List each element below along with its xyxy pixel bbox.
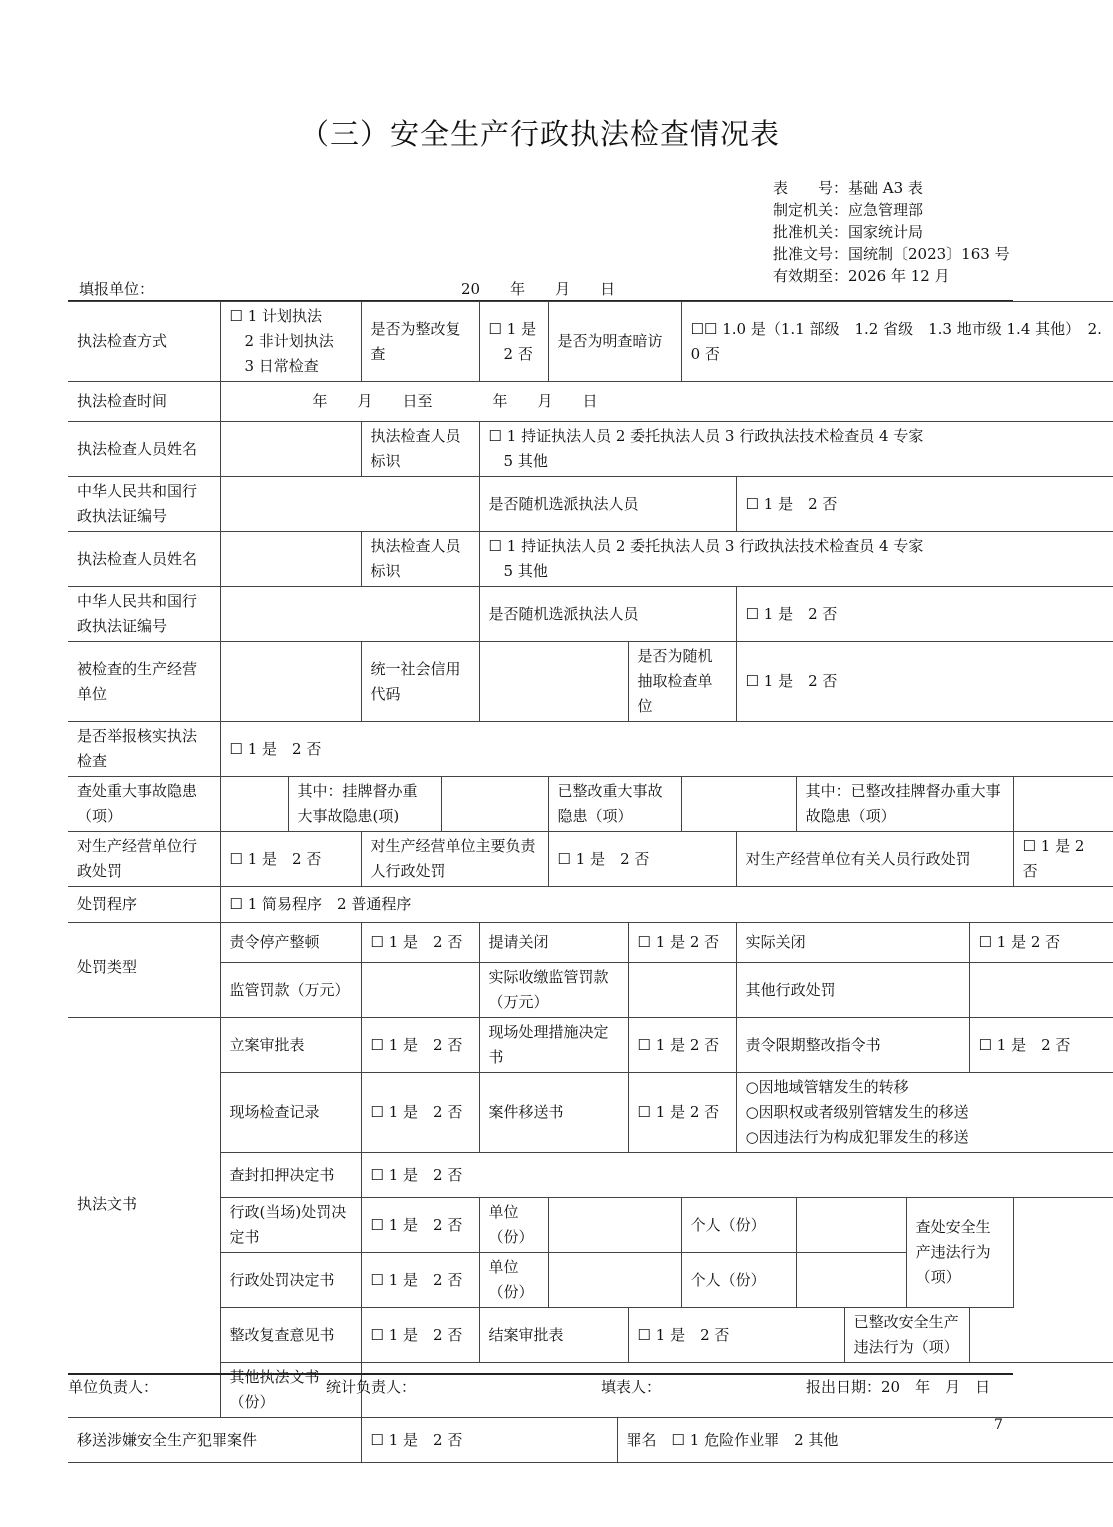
- row-inspector-2: [68, 532, 1113, 587]
- collected-fine-value[interactable]: [628, 963, 736, 1018]
- onsite-record-options[interactable]: ☐ 1 是 2 否: [361, 1073, 479, 1153]
- inspector-name-label: 执法检查人员姓名: [68, 422, 220, 477]
- valid-until: 有效期至：2026 年 12 月: [773, 267, 950, 285]
- row-docs-1: [68, 1018, 1113, 1073]
- other-penalty-label: 其他行政处罚: [736, 963, 969, 1018]
- filling-date: 20 年 月 日: [461, 280, 616, 298]
- supervision-fine-label: 监管罚款（万元）: [220, 963, 361, 1018]
- onsite-penalty-unit-value[interactable]: [548, 1198, 681, 1253]
- seizure-decision-options[interactable]: ☐ 1 是 2 否: [361, 1153, 1113, 1198]
- inspector-name-value[interactable]: [220, 422, 361, 477]
- supervised-hazards-value[interactable]: [441, 777, 548, 832]
- report-date: 报出日期：20 年 月 日: [806, 1378, 991, 1396]
- propose-closure-label: 提请关闭: [479, 923, 628, 963]
- rectified-supervised-label: 其中：已整改挂牌督办重大事故隐患（项）: [796, 777, 1013, 832]
- seizure-decision-label: 查封扣押决定书: [220, 1153, 361, 1198]
- other-docs-label: 其他执法文书（份）: [220, 1363, 361, 1418]
- inspected-unit-value[interactable]: [220, 642, 361, 722]
- case-closure-options[interactable]: ☐ 1 是 2 否: [628, 1308, 844, 1363]
- inspector-type-options[interactable]: ☐ 1 持证执法人员 2 委托执法人员 3 行政执法技术检查员 4 专家 5 其他: [479, 532, 1113, 587]
- staff-penalty-label: 对生产经营单位有关人员行政处罚: [736, 832, 1013, 887]
- onsite-penalty-person-label: 个人（份）: [681, 1198, 796, 1253]
- license-number-label: 中华人民共和国行政执法证编号: [68, 587, 220, 642]
- row-docs-6: [68, 1308, 1113, 1363]
- row-inspected-unit: [68, 642, 1113, 722]
- inspector-type-options[interactable]: ☐ 1 持证执法人员 2 委托执法人员 3 行政执法技术检查员 4 专家 5 其他: [479, 422, 1113, 477]
- form-number: 表 号：基础 A3 表: [773, 179, 923, 197]
- rectification-order-options[interactable]: ☐ 1 是 2 否: [969, 1018, 1113, 1073]
- inspector-type-label: 执法检查人员标识: [361, 532, 479, 587]
- inspector-type-label: 执法检查人员标识: [361, 422, 479, 477]
- penalty-decision-label: 行政处罚决定书: [220, 1253, 361, 1308]
- report-verify-label: 是否举报核实执法检查: [68, 722, 220, 777]
- principal-penalty-label: 对生产经营单位主要负责人行政处罚: [361, 832, 548, 887]
- rectified-hazards-value[interactable]: [681, 777, 796, 832]
- case-transfer-label: 案件移送书: [479, 1073, 628, 1153]
- rectified-supervised-value[interactable]: [1013, 777, 1113, 832]
- onsite-penalty-unit-label: 单位（份）: [479, 1198, 548, 1253]
- row-report-verify: [68, 722, 1113, 777]
- rectification-order-label: 责令限期整改指令书: [736, 1018, 969, 1073]
- propose-closure-options[interactable]: ☐ 1 是 2 否: [628, 923, 736, 963]
- procedure-options[interactable]: ☐ 1 简易程序 2 普通程序: [220, 887, 1113, 923]
- table-bottom-border: [68, 1373, 1013, 1375]
- onsite-penalty-label: 行政(当场)处罚决定书: [220, 1198, 361, 1253]
- actual-closure-options[interactable]: ☐ 1 是 2 否: [969, 923, 1113, 963]
- suspend-production-options[interactable]: ☐ 1 是 2 否: [361, 923, 479, 963]
- transfer-reason-options[interactable]: ○因地域管辖发生的转移 ○因职权或者级别管辖发生的移送 ○因违法行为构成犯罪发生的移送: [736, 1073, 1113, 1153]
- case-closure-label: 结案审批表: [479, 1308, 628, 1363]
- page-number: 7: [994, 1417, 1003, 1433]
- row-license-2: [68, 587, 1113, 642]
- criminal-transfer-options[interactable]: ☐ 1 是 2 否: [361, 1418, 617, 1463]
- collected-fine-label: 实际收缴监管罚款（万元）: [479, 963, 628, 1018]
- supervision-fine-value[interactable]: [361, 963, 479, 1018]
- row-penalty-type-1: [68, 923, 1113, 963]
- row-criminal-transfer: [68, 1418, 1113, 1463]
- inspection-time-value[interactable]: 年 月 日至 年 月 日: [220, 382, 1113, 422]
- major-hazards-value[interactable]: [220, 777, 288, 832]
- issuing-authority: 制定机关：应急管理部: [773, 201, 924, 219]
- row-penalty-type-2: [68, 963, 1113, 1018]
- other-penalty-value[interactable]: [969, 963, 1113, 1018]
- other-docs-value[interactable]: [361, 1363, 1113, 1418]
- filling-unit-label: 填报单位：: [79, 280, 155, 298]
- credit-code-label: 统一社会信用代码: [361, 642, 479, 722]
- open-covert-options[interactable]: ☐☐ 1.0 是（1.1 部级 1.2 省级 1.3 地市级 1.4 其他） 2.0 否: [681, 302, 1113, 382]
- penalty-decision-unit-label: 单位（份）: [479, 1253, 548, 1308]
- inspector-name-label: 执法检查人员姓名: [68, 532, 220, 587]
- inspector-name-value[interactable]: [220, 532, 361, 587]
- crime-name-options[interactable]: 罪名 ☐ 1 危险作业罪 2 其他: [617, 1418, 1113, 1463]
- procedure-label: 处罚程序: [68, 887, 220, 923]
- open-covert-label: 是否为明查暗访: [548, 302, 681, 382]
- row-docs-4: [68, 1198, 1113, 1253]
- penalty-decision-person-label: 个人（份）: [681, 1253, 796, 1308]
- rectified-violations-value[interactable]: [969, 1308, 1013, 1363]
- unit-penalty-options[interactable]: ☐ 1 是 2 否: [220, 832, 361, 887]
- rectified-hazards-label: 已整改重大事故隐患（项）: [548, 777, 681, 832]
- onsite-penalty-options[interactable]: ☐ 1 是 2 否: [361, 1198, 479, 1253]
- principal-penalty-options[interactable]: ☐ 1 是 2 否: [548, 832, 736, 887]
- review-opinion-options[interactable]: ☐ 1 是 2 否: [361, 1308, 479, 1363]
- violations-label: 查处安全生产违法行为（项）: [906, 1198, 1013, 1308]
- penalty-decision-options[interactable]: ☐ 1 是 2 否: [361, 1253, 479, 1308]
- rectification-review-label: 是否为整改复查: [361, 302, 479, 382]
- onsite-measures-label: 现场处理措施决定书: [479, 1018, 628, 1073]
- report-verify-options[interactable]: ☐ 1 是 2 否: [220, 722, 1113, 777]
- row-license-1: [68, 477, 1113, 532]
- license-number-value[interactable]: [220, 587, 479, 642]
- page-title: （三）安全生产行政执法检查情况表: [299, 117, 780, 151]
- staff-penalty-options[interactable]: ☐ 1 是 2 否: [1013, 832, 1113, 887]
- random-assign-options[interactable]: ☐ 1 是 2 否: [736, 587, 1113, 642]
- enforcement-docs-label: 执法文书: [68, 1018, 220, 1418]
- onsite-measures-options[interactable]: ☐ 1 是 2 否: [628, 1018, 736, 1073]
- actual-closure-label: 实际关闭: [736, 923, 969, 963]
- case-approval-label: 立案审批表: [220, 1018, 361, 1073]
- row-inspection-time: [68, 382, 1113, 422]
- row-docs-2: [68, 1073, 1113, 1153]
- credit-code-value[interactable]: [479, 642, 628, 722]
- rectified-violations-label: 已整改安全生产违法行为（项）: [844, 1308, 969, 1363]
- inspection-form-table: [68, 301, 1113, 1463]
- stat-head-label: 统计负责人：: [326, 1378, 417, 1396]
- criminal-transfer-label: 移送涉嫌安全生产犯罪案件: [68, 1418, 361, 1463]
- inspection-method-options[interactable]: ☐ 1 计划执法 2 非计划执法 3 日常检查: [220, 302, 361, 382]
- row-major-hazards: [68, 777, 1113, 832]
- inspection-time-label: 执法检查时间: [68, 382, 220, 422]
- random-assign-options[interactable]: ☐ 1 是 2 否: [736, 477, 1113, 532]
- approval-number: 批准文号：国统制〔2023〕163 号: [773, 245, 1010, 263]
- suspend-production-label: 责令停产整顿: [220, 923, 361, 963]
- onsite-record-label: 现场检查记录: [220, 1073, 361, 1153]
- row-penalties: [68, 832, 1113, 887]
- review-opinion-label: 整改复查意见书: [220, 1308, 361, 1363]
- major-hazards-label: 查处重大事故隐患（项）: [68, 777, 220, 832]
- inspected-unit-label: 被检查的生产经营单位: [68, 642, 220, 722]
- random-assign-label: 是否随机选派执法人员: [479, 477, 736, 532]
- onsite-penalty-person-value[interactable]: [796, 1198, 906, 1253]
- license-number-label: 中华人民共和国行政执法证编号: [68, 477, 220, 532]
- random-unit-options[interactable]: ☐ 1 是 2 否: [736, 642, 1113, 722]
- penalty-type-label: 处罚类型: [68, 923, 220, 1018]
- unit-penalty-label: 对生产经营单位行政处罚: [68, 832, 220, 887]
- row-inspection-method: [68, 302, 1113, 382]
- case-approval-options[interactable]: ☐ 1 是 2 否: [361, 1018, 479, 1073]
- unit-head-label: 单位负责人：: [68, 1378, 159, 1396]
- rectification-review-options[interactable]: ☐ 1 是 2 否: [479, 302, 548, 382]
- row-procedure: [68, 887, 1113, 923]
- random-unit-label: 是否为随机抽取检查单位: [628, 642, 736, 722]
- random-assign-label: 是否随机选派执法人员: [479, 587, 736, 642]
- license-number-value[interactable]: [220, 477, 479, 532]
- penalty-decision-person-value[interactable]: [796, 1253, 906, 1308]
- inspection-method-label: 执法检查方式: [68, 302, 220, 382]
- row-inspector-1: [68, 422, 1113, 477]
- supervised-hazards-label: 其中：挂牌督办重大事故隐患(项): [288, 777, 441, 832]
- case-transfer-options[interactable]: ☐ 1 是 2 否: [628, 1073, 736, 1153]
- penalty-decision-unit-value[interactable]: [548, 1253, 681, 1308]
- filler-label: 填表人：: [601, 1378, 662, 1396]
- row-docs-3: [68, 1153, 1113, 1198]
- approving-authority: 批准机关：国家统计局: [773, 223, 924, 241]
